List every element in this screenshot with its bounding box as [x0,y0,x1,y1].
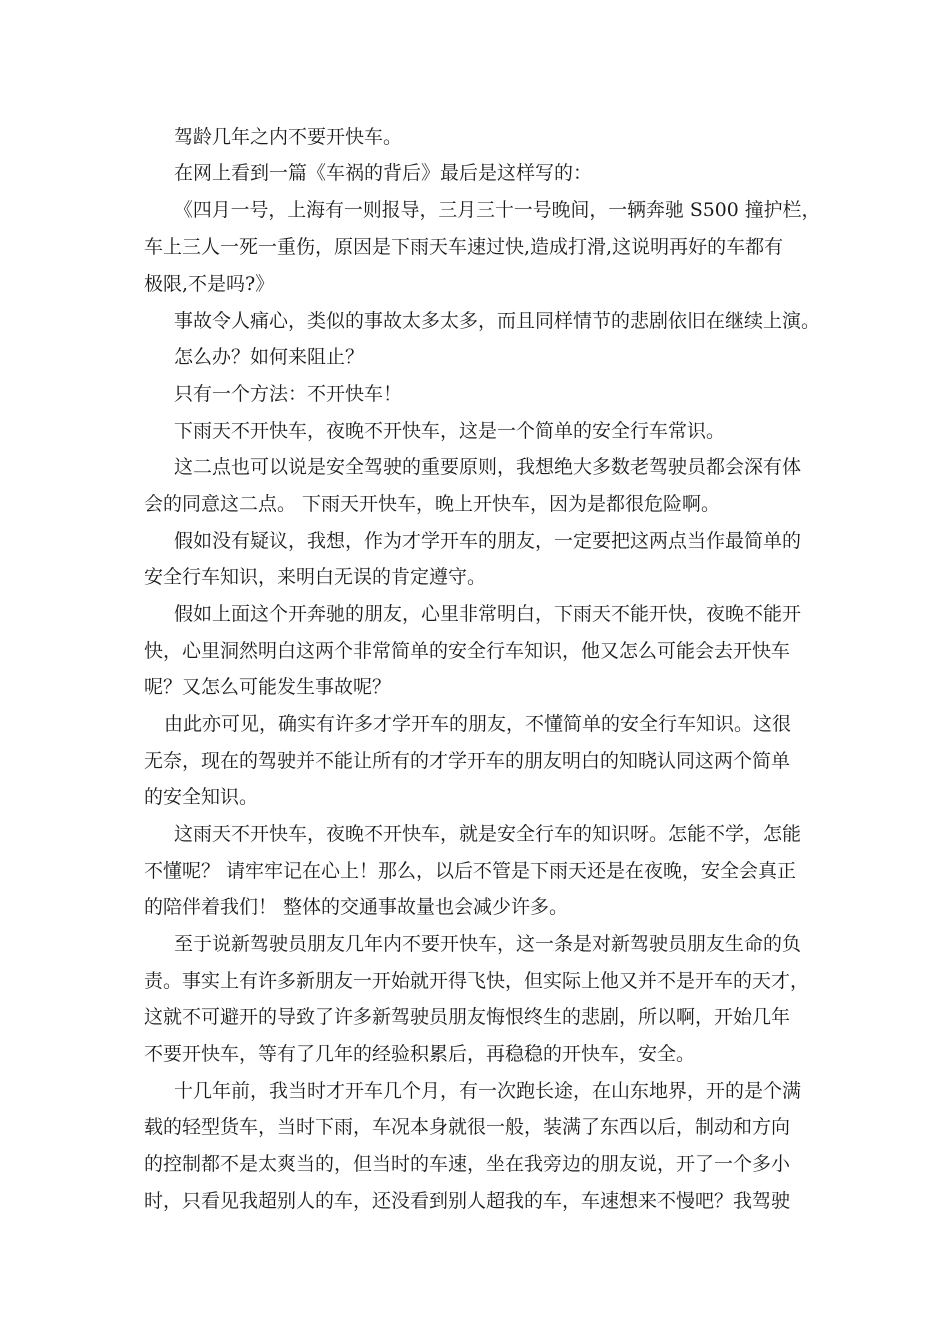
text-line: 在网上看到一篇《车祸的背后》最后是这样写的： [174,162,593,184]
text-line: 的控制都不是太爽当的，但当时的车速，坐在我旁边的朋友说，开了一个多小 [144,1153,791,1175]
text-line: 这雨天不开快车，夜晚不开快车，就是安全行车的知识呀。怎能不学，怎能 [174,823,802,845]
text-line: 这二点也可以说是安全驾驶的重要原则，我想绝大多数老驾驶员都会深有体 [174,456,802,478]
text-line: 会的同意这二点。 下雨天开快车，晚上开快车，因为是都很危险啊。 [144,493,721,515]
text-line: 假如上面这个开奔驰的朋友，心里非常明白，下雨天不能开快，夜晚不能开 [174,603,802,625]
text-line: 事故令人痛心，类似的事故太多太多，而且同样情节的悲剧依旧在继续上演。 [174,310,821,332]
text-line: 车上三人一死一重伤，原因是下雨天车速过快,造成打滑,这说明再好的车都有 [144,236,784,258]
text-line: 的陪伴着我们！ 整体的交通事故量也会减少许多。 [144,896,569,918]
text-line: 安全行车知识，来明白无误的肯定遵守。 [144,566,487,588]
text-line: 驾龄几年之内不要开快车。 [174,126,403,148]
text-line: 极限,不是吗?》 [144,273,275,295]
text-line: 呢？又怎么可能发生事故呢？ [144,676,392,698]
text-line: 下雨天不开快车，夜晚不开快车，这是一个简单的安全行车常识。 [174,420,726,442]
text-line: 快，心里洞然明白这两个非常简单的安全行车知识，他又怎么可能会去开快车 [144,640,791,662]
text-line: 《四月一号，上海有一则报导，三月三十一号晚间，一辆奔驰 S500 撞护栏， [174,199,821,221]
text-line: 这就不可避开的导致了许多新驾驶员朋友悔恨终生的悲剧，所以啊，开始几年 [144,1006,791,1028]
text-line: 无奈，现在的驾驶并不能让所有的才学开车的朋友明白的知晓认同这两个简单 [144,750,791,772]
text-line: 由此亦可见，确实有许多才学开车的朋友，不懂简单的安全行车知识。这很 [164,713,792,735]
text-line: 不懂呢？ 请牢牢记在心上！那么，以后不管是下雨天还是在夜晚，安全会真正 [144,860,797,882]
text-line: 只有一个方法：不开快车！ [174,383,403,405]
text-line: 的安全知识。 [144,786,259,808]
text-line: 责。事实上有许多新朋友一开始就开得飞快，但实际上他又并不是开车的天才， [144,970,810,992]
text-line: 载的轻型货车，当时下雨，车况本身就很一般，装满了东西以后，制动和方向 [144,1116,791,1138]
text-line: 假如没有疑议，我想，作为才学开车的朋友，一定要把这两点当作最简单的 [174,530,802,552]
text-line: 不要开快车，等有了几年的经验积累后，再稳稳的开快车，安全。 [144,1043,696,1065]
text-line: 时，只看见我超别人的车，还没看到别人超我的车，车速想来不慢吧？我驾驶 [144,1190,791,1212]
text-line: 至于说新驾驶员朋友几年内不要开快车，这一条是对新驾驶员朋友生命的负 [174,933,802,955]
text-line: 十几年前，我当时才开车几个月，有一次跑长途，在山东地界，开的是个满 [174,1080,802,1102]
text-line: 怎么办？如何来阻止？ [174,346,365,368]
